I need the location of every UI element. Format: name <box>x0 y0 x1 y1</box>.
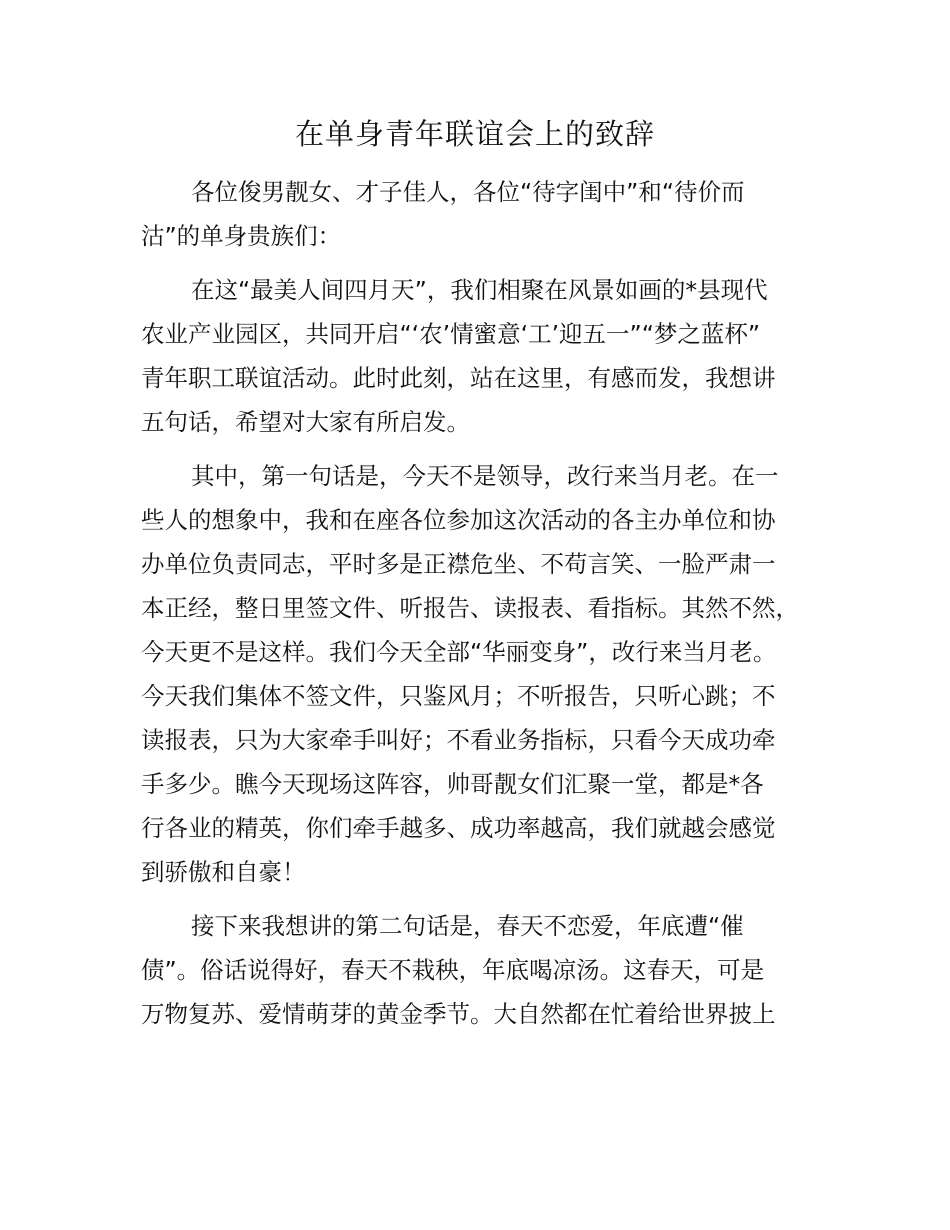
text-line: 本正经，整日里签文件、听报告、读报表、看指标。其然不然， <box>141 594 799 622</box>
text-line: 些人的想象中，我和在座各位参加这次活动的各主办单位和协 <box>141 506 776 534</box>
text-line: 今天我们集体不签文件，只鉴风月；不听报告，只听心跳；不 <box>141 682 776 710</box>
paragraph-second-point <box>141 904 831 1036</box>
text-line: 各位俊男靓女、才子佳人，各位“待字闺中”和“待价而 <box>191 178 745 206</box>
paragraph-first-point <box>141 454 831 894</box>
text-line: 沽”的单身贵族们： <box>141 222 342 250</box>
text-line: 今天更不是这样。我们今天全部“华丽变身”，改行来当月老。 <box>141 638 777 666</box>
document-body <box>141 170 831 1046</box>
text-line: 在这“最美人间四月天”，我们相聚在风景如画的*县现代 <box>191 276 768 304</box>
text-line: 青年职工联谊活动。此时此刻，站在这里，有感而发，我想讲 <box>141 364 776 392</box>
paragraph-salutation <box>141 170 831 258</box>
text-line: 到骄傲和自豪！ <box>141 858 306 886</box>
text-line: 接下来我想讲的第二句话是，春天不恋爱，年底遭“催 <box>191 912 744 940</box>
text-line: 农业产业园区，共同开启“‘农’情蜜意‘工’迎五一”“梦之蓝杯” <box>141 320 761 348</box>
text-line: 其中，第一句话是，今天不是领导，改行来当月老。在一 <box>191 462 779 490</box>
text-line: 行各业的精英，你们牵手越多、成功率越高，我们就越会感觉 <box>141 814 776 842</box>
text-line: 手多少。瞧今天现场这阵容，帅哥靓女们汇聚一堂，都是*各 <box>141 770 764 798</box>
text-line: 债”。俗话说得好，春天不栽秧，年底喝凉汤。这春天，可是 <box>141 956 765 984</box>
text-line: 读报表，只为大家牵手叫好；不看业务指标，只看今天成功牵 <box>141 726 776 754</box>
text-line: 五句话，希望对大家有所启发。 <box>141 408 470 436</box>
text-line: 办单位负责同志，平时多是正襟危坐、不苟言笑、一脸严肃一 <box>141 550 776 578</box>
document-title: 在单身青年联谊会上的致辞 <box>294 117 655 151</box>
paragraph-opening <box>141 268 831 444</box>
text-line: 万物复苏、爱情萌芽的黄金季节。大自然都在忙着给世界披上 <box>141 1000 776 1028</box>
